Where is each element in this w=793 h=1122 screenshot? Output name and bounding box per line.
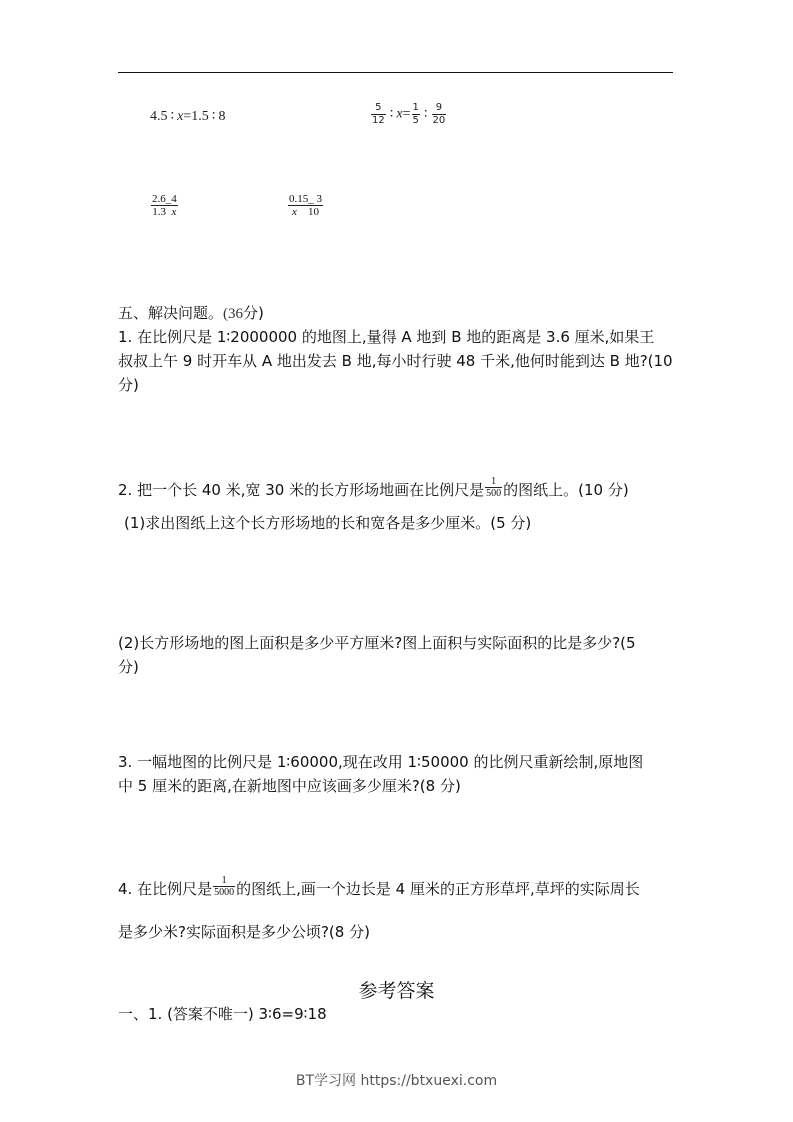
numerator: 1	[213, 875, 235, 887]
q2-prefix: 2. 把一个长 40 米,宽 30 米的长方形场地画在比例尺是	[118, 481, 485, 499]
equation-3	[150, 193, 179, 218]
equation-2	[370, 102, 447, 127]
section-title	[118, 301, 678, 326]
q4-line-2: 是多少米?实际面积是多少公顷?(8 分)	[118, 923, 370, 941]
denominator: 20	[432, 115, 446, 126]
q1-line-2: 叔叔上午 9 时开车从 A 地出发去 B 地,每小时行驶 48 千米,他何时能到达 B 地?(10	[118, 352, 673, 370]
colon: ∶	[211, 109, 216, 124]
eq2-variable: x	[396, 106, 403, 122]
numerator: 1	[485, 476, 502, 488]
denominator-left: 1.3	[152, 206, 167, 218]
denominator: 5	[412, 115, 419, 126]
q3-line-1: 3. 一幅地图的比例尺是 1∶60000,现在改用 1∶50000 的比例尺重新绘制,原地图	[118, 753, 644, 771]
fraction	[151, 193, 178, 218]
q4-line-1	[118, 877, 678, 901]
fraction	[288, 193, 323, 218]
question-4	[118, 877, 678, 901]
q2-suffix: 的图纸上。(10 分)	[503, 481, 629, 499]
equals: =	[402, 106, 411, 122]
eq1-variable: x	[177, 109, 184, 124]
section-score-unit: 分)	[243, 304, 264, 322]
q1-line-1: 1. 在比例尺是 1∶2000000 的地图上,量得 A 地到 B 地的距离是 3.6 厘米,如果王	[118, 328, 655, 346]
question-1	[118, 325, 678, 397]
numerator: 1	[412, 102, 419, 113]
answer-1: 一、1. (答案不唯一) 3∶6=9∶18	[118, 1005, 327, 1023]
fraction	[371, 102, 386, 127]
eq1-term-c: 8	[218, 109, 226, 124]
answers-title: 参考答案	[358, 980, 435, 1002]
fraction	[412, 102, 420, 127]
q2-sub-2-line-1: (2)长方形场地的图上面积是多少平方厘米?图上面积与实际面积的比是多少?(5	[118, 634, 636, 652]
question-4-line-2	[118, 920, 678, 944]
numerator: 5	[371, 102, 386, 115]
colon: ∶	[389, 106, 394, 122]
numerator-row: 2.6_4	[152, 193, 177, 205]
q3-line-2: 中 5 厘米的距离,在新地图中应该画多少厘米?(8 分)	[118, 777, 461, 795]
fraction	[213, 875, 235, 898]
eq1-term-b: =1.5	[183, 109, 209, 124]
denominator: 12	[372, 115, 385, 126]
colon: ∶	[423, 106, 428, 122]
answer-line-1	[118, 1002, 678, 1026]
question-2	[118, 478, 678, 502]
question-3	[118, 750, 678, 798]
denominator-row	[288, 206, 323, 218]
numerator: 9	[432, 102, 447, 115]
header-rule	[118, 72, 673, 73]
colon: ∶	[170, 109, 175, 124]
q2-sub-1: (1)求出图纸上这个长方形场地的长和宽各是多少厘米。(5 分)	[124, 514, 532, 532]
denominator-right: x	[171, 206, 177, 218]
q4-suffix: 的图纸上,画一个边长是 4 厘米的正方形草坪,草坪的实际周长	[236, 880, 640, 898]
equation-4	[287, 193, 324, 218]
footer-watermark: BT学习网 https://btxuexi.com	[295, 1073, 498, 1089]
equation-1	[150, 108, 225, 125]
fraction	[432, 102, 447, 127]
numerator-row: 0.15_ 3	[289, 193, 322, 205]
denominator-left: x	[292, 206, 297, 218]
denominator: 5000	[214, 887, 235, 898]
q2-sub-2-line-2: 分)	[118, 658, 139, 676]
question-2-part-1	[124, 511, 684, 535]
q2-line-1	[118, 478, 678, 502]
eq1-term-a: 4.5	[150, 109, 168, 124]
denominator-row	[151, 206, 178, 218]
section-title-text: 五、解决问题。	[118, 304, 224, 322]
denominator-right: 10	[307, 206, 319, 218]
question-2-part-2	[118, 631, 678, 679]
q4-prefix: 4. 在比例尺是	[118, 880, 213, 898]
section-score: (36	[223, 306, 244, 322]
fraction	[485, 476, 502, 499]
denominator: 500	[486, 488, 502, 499]
q1-line-3: 分)	[118, 376, 139, 394]
